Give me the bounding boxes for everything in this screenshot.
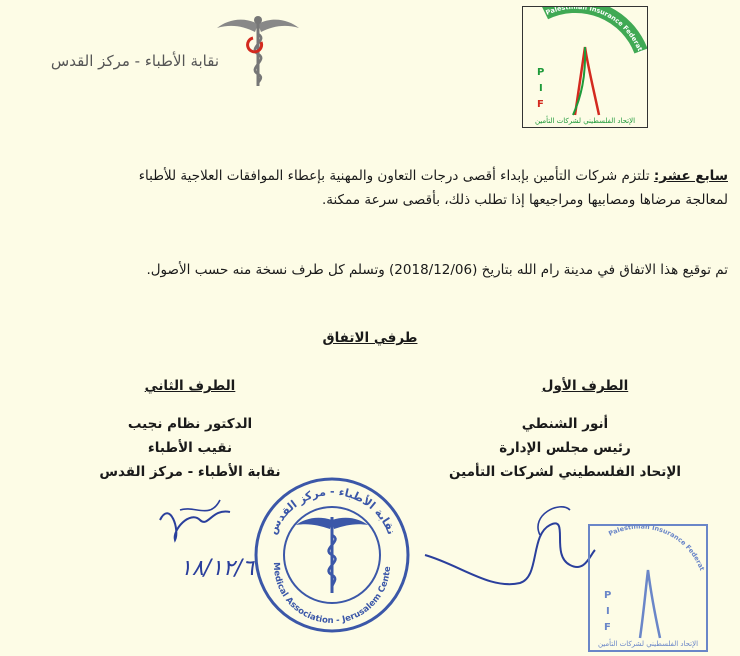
federation-stamp (588, 524, 708, 652)
stamp-letter-p: P (604, 590, 612, 601)
federation-stamp-ar: الإتحاد الفلسطيني لشركات التأمين (597, 640, 699, 648)
party-two-block (70, 412, 310, 484)
federation-logo-ar: الإتحاد الفلسطيني لشركات التأمين (534, 117, 636, 125)
party-one-role: رئيس مجلس الإدارة (499, 440, 631, 456)
parties-heading: طرفي الاتفاق (322, 330, 418, 346)
party-two-org: نقابة الأطباء - مركز القدس (99, 464, 281, 480)
party-two-signature (150, 490, 240, 550)
party-two-title: الطرف الثاني (144, 378, 236, 394)
party-two-role: نقيب الأطباء (147, 440, 233, 456)
stamp-letter-i: I (606, 606, 610, 617)
logo-letter-i: I (539, 83, 543, 94)
clause-lead: سابع عشر: (653, 168, 728, 184)
federation-stamp-en: Palestinian Insurance Federat (607, 526, 706, 572)
svg-text:Palestinian Insurance Federati (590, 526, 706, 572)
logo-letter-p: P (537, 67, 545, 78)
medical-association-seal (252, 475, 412, 639)
clause-seventeen-line1 (139, 164, 728, 188)
party-one-title: الطرف الأول (541, 378, 629, 394)
stamp-letter-f: F (604, 622, 611, 633)
handwritten-date: ١٨/١٢/٦ (180, 556, 254, 581)
agreement-statement: تم توقيع هذا الاتفاق في مدينة رام الله بتاريخ (2018/12/06) وتسلم كل طرف نسخة منه حسب الأصول. (146, 262, 728, 278)
clause-line1-text: تلتزم شركات التأمين بإبداء أقصى درجات التعاون والمهنية بإعطاء الموافقات العلاجية للأطباء (138, 168, 650, 184)
clause-seventeen-line2: لمعالجة مرضاها ومصابيها ومراجيعها إذا تطلب ذلك، بأقصى سرعة ممكنة. (321, 192, 728, 208)
party-one-signature (420, 495, 600, 605)
seal-arabic-text: نقابة الأطباء - مركز القدس (265, 484, 398, 537)
logo-letter-f: F (537, 99, 544, 110)
party-one-name: أنور الشنطي (521, 416, 609, 432)
federation-logo-en: Palesti n Insurance Federati (544, 7, 645, 55)
party-one-block (440, 412, 690, 484)
medical-association-logo (213, 10, 303, 90)
party-two-name: الدكتور نظام نجيب (127, 416, 253, 432)
seal-english-text: Medical Association - Jerusalem Cente (270, 562, 394, 627)
federation-logo (522, 6, 648, 128)
union-name-header: نقابة الأطباء - مركز القدس (50, 52, 219, 70)
party-one-org: الإتحاد الفلسطيني لشركات التأمين (448, 464, 682, 480)
